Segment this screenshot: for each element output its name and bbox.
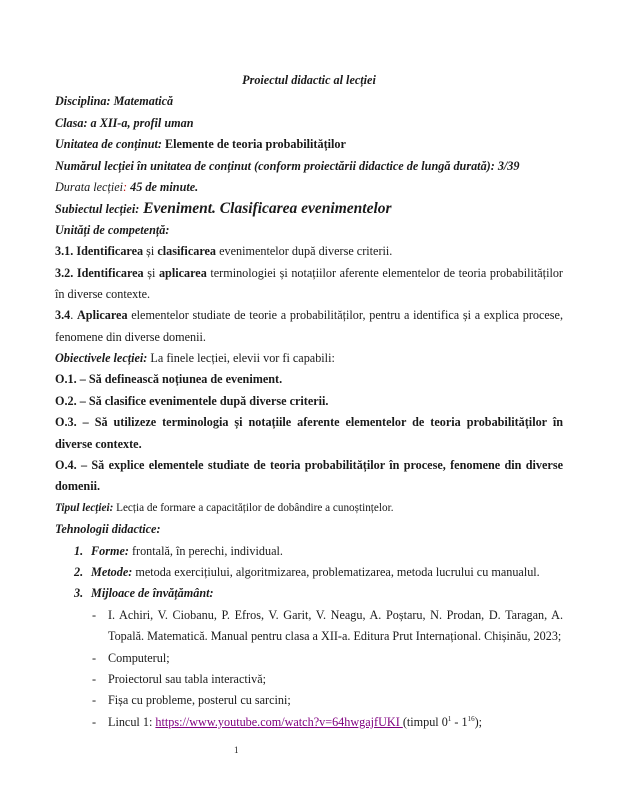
competenta-text: terminologiei și notațiilor aferente elementelor de teoria probabilităților bbox=[206, 265, 563, 280]
list-number: 1. bbox=[74, 543, 84, 558]
unitatea-label: Unitatea de conținut: bbox=[55, 137, 162, 152]
disciplina-line: Disciplina: Matematică bbox=[55, 94, 174, 109]
subiectul-label: Subiectul lecției: bbox=[55, 202, 140, 217]
page-number: 1 bbox=[234, 745, 239, 755]
mijloc-text: Proiectorul sau tabla interactivă; bbox=[108, 671, 267, 686]
list-number: 2. bbox=[74, 564, 84, 579]
tipul-line bbox=[55, 498, 563, 519]
item-label: Forme: bbox=[91, 543, 129, 558]
obiectiv-o4-cont: domenii. bbox=[55, 479, 101, 494]
item-value: frontală, în perechi, individual. bbox=[128, 543, 283, 558]
obiective-label: Obiectivele lecției: bbox=[55, 351, 148, 366]
competenta-verb: aplicarea bbox=[158, 265, 207, 280]
competenta-verb: Aplicarea bbox=[76, 308, 128, 323]
competenta-text: și bbox=[143, 265, 159, 280]
durata-line bbox=[55, 177, 563, 198]
document-page bbox=[55, 70, 563, 733]
competenta-verb: Identificarea bbox=[76, 265, 144, 280]
dash-bullet: - bbox=[92, 607, 97, 622]
mijloc-text: Computerul; bbox=[108, 650, 170, 665]
mijloc-proiector bbox=[55, 669, 563, 690]
unitatea-line bbox=[55, 134, 563, 155]
tehnologii-heading: Tehnologii didactice: bbox=[55, 522, 161, 537]
time-mid: - 1 bbox=[451, 714, 468, 729]
competenta-3-2-cont: în diverse contexte. bbox=[55, 286, 151, 301]
competenta-3-2 bbox=[55, 263, 563, 284]
time-sup-1: 1 bbox=[447, 714, 452, 723]
dash-bullet: - bbox=[92, 671, 97, 686]
competenta-number: 3.4 bbox=[55, 308, 71, 323]
competenta-text: elementelor studiate de teorie a probabilităților, pentru a identifica și a explica procese, bbox=[127, 308, 563, 323]
competenta-text: și bbox=[143, 244, 158, 259]
durata-label: Durata lecției bbox=[55, 179, 124, 194]
competenta-3-1 bbox=[55, 241, 563, 262]
obiectiv-o1: O.1. – Să definească noțiunea de eveniment. bbox=[55, 372, 283, 387]
unitatea-value: Elemente de teoria probabilităților bbox=[162, 137, 346, 152]
numarul-line: Numărul lecției în unitatea de conținut (conform proiectării didactice de lungă durată): 3/39 bbox=[55, 158, 520, 173]
manual-line-2: Topală. Matematică. Manual pentru clasa a XII-a. Editura Prut Internațional. Chișinău, 2023; bbox=[108, 629, 562, 644]
mijloc-link bbox=[55, 712, 563, 733]
obiective-intro: La finele lecției, elevii vor fi capabili: bbox=[147, 351, 335, 366]
competenta-3-4 bbox=[55, 305, 563, 326]
time-post: ); bbox=[474, 714, 483, 729]
competenta-number: 3.1. bbox=[55, 244, 77, 259]
competenta-text: evenimentelor după diverse criterii. bbox=[216, 244, 393, 259]
time-sup-2: 16 bbox=[467, 714, 475, 723]
manual-line-1: I. Achiri, V. Ciobanu, P. Efros, V. Garit, V. Neagu, A. Poștaru, N. Prodan, D. Taragan, A. bbox=[108, 607, 563, 622]
durata-value: 45 de minute. bbox=[127, 179, 199, 194]
clasa-line: Clasa: a XII-a, profil uman bbox=[55, 115, 194, 130]
tehnologii-item-forme bbox=[55, 541, 563, 562]
competenta-number: 3.2. bbox=[55, 265, 77, 280]
subiectul-line bbox=[55, 198, 563, 219]
document-title: Proiectul didactic al lecției bbox=[242, 73, 376, 87]
item-label: Mijloace de învățământ: bbox=[91, 586, 214, 601]
dash-bullet: - bbox=[92, 650, 97, 665]
dash-bullet: - bbox=[92, 714, 97, 729]
list-number: 3. bbox=[74, 586, 84, 601]
tehnologii-item-metode bbox=[55, 562, 563, 583]
tipul-value: Lecția de formare a capacităților de dobândire a cunoștințelor. bbox=[113, 501, 394, 514]
item-label: Metode: bbox=[91, 564, 133, 579]
mijloc-manual bbox=[55, 605, 563, 626]
competente-heading: Unități de competență: bbox=[55, 222, 170, 237]
mijloc-fisa bbox=[55, 690, 563, 711]
mijloc-computer bbox=[55, 648, 563, 669]
obiectiv-o3-cont: diverse contexte. bbox=[55, 436, 142, 451]
mijloc-text: Fișa cu probleme, posterul cu sarcini; bbox=[108, 693, 291, 708]
obiectiv-o3: O.3. – Să utilizeze terminologia și notațiile aferente elementelor de teoria probabilităților în bbox=[55, 415, 563, 430]
obiectiv-o2: O.2. – Să clasifice evenimentele după diverse criterii. bbox=[55, 393, 329, 408]
competenta-verb: clasificarea bbox=[157, 244, 217, 259]
tehnologii-item-mijloace bbox=[55, 583, 563, 604]
item-value: metoda exercițiului, algoritmizarea, problematizarea, metoda lucrului cu manualul. bbox=[132, 564, 540, 579]
subiectul-value: Eveniment. Clasificarea evenimentelor bbox=[139, 200, 392, 218]
durata-colon: : bbox=[123, 179, 128, 194]
dash-bullet: - bbox=[92, 693, 97, 708]
time-pre: (timpul 0 bbox=[402, 714, 448, 729]
youtube-link[interactable]: https://www.youtube.com/watch?v=64hwgajfUKI bbox=[155, 714, 403, 729]
competenta-dot: . bbox=[70, 308, 77, 323]
obiectiv-o4: O.4. – Să explice elementele studiate de teoria probabilităților în procese, fenomene din diverse bbox=[55, 458, 563, 473]
competenta-3-4-cont: fenomene din diverse domenii. bbox=[55, 329, 206, 344]
competenta-verb: Identificarea bbox=[76, 244, 144, 259]
tipul-label: Tipul lecției: bbox=[55, 501, 114, 514]
link-label: Lincul 1: bbox=[108, 714, 156, 729]
obiective-line bbox=[55, 348, 563, 369]
